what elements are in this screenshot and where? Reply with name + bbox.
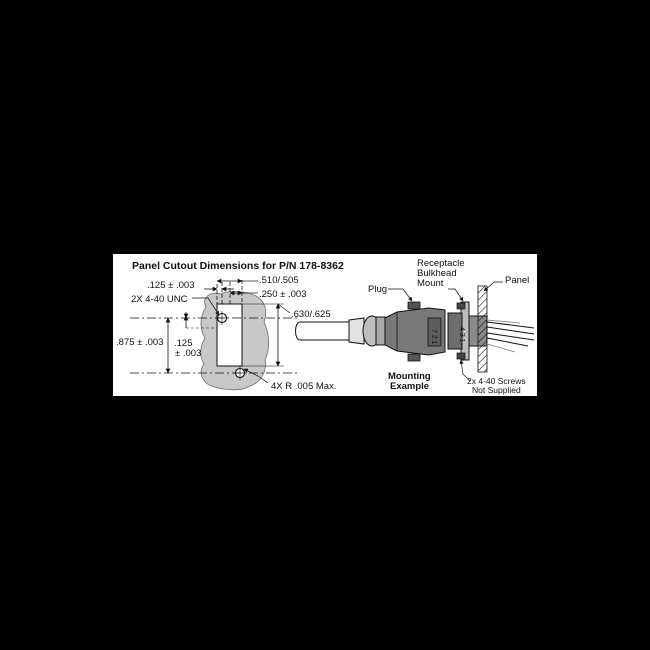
dim-width-range-label: .510/.505 bbox=[259, 275, 299, 286]
receptacle-label-line2: Bulkhead bbox=[417, 268, 457, 279]
receptacle-label-line3: Mount bbox=[417, 278, 444, 289]
screws-label-line1: 2x 4-40 Screws bbox=[467, 376, 526, 386]
diagram-title: Panel Cutout Dimensions for P/N 178-8362 bbox=[132, 260, 344, 272]
dim-hole-offset-label bbox=[147, 280, 194, 291]
svg-text:4 3 1: 4 3 1 bbox=[458, 327, 465, 343]
dim-threads-label: 2X 4-40 UNC bbox=[131, 294, 188, 305]
plug-boot bbox=[349, 318, 364, 344]
cable bbox=[296, 322, 350, 340]
dim-edge-offset-top-label: .125 bbox=[174, 338, 193, 349]
dim-hole-offset-value: 125 ± .003 bbox=[149, 280, 195, 291]
svg-text:7 2 1: 7 2 1 bbox=[430, 329, 437, 345]
panel-label: Panel bbox=[505, 275, 530, 286]
dim-height-range-label: .630/.625 bbox=[291, 309, 331, 320]
dim-edge-offset-bottom-label: ± .003 bbox=[175, 348, 202, 359]
plug-label: Plug bbox=[368, 284, 388, 295]
receptacle-label-line1: Receptacle bbox=[417, 258, 465, 269]
dim-half-width-label: .250 ± .003 bbox=[259, 289, 307, 300]
dim-corner-radius-label: 4X R .005 Max. bbox=[271, 381, 337, 392]
mounting-example-label-line2: Example bbox=[390, 381, 430, 392]
dim-center-spacing-label: .875 ± .003 bbox=[116, 337, 164, 348]
panel-section bbox=[478, 286, 487, 372]
screws-label-line2: Not Supplied bbox=[472, 385, 521, 395]
dim-hole-offset-prefix: . bbox=[147, 280, 150, 291]
mounting-example-label-line1: Mounting bbox=[388, 371, 431, 382]
